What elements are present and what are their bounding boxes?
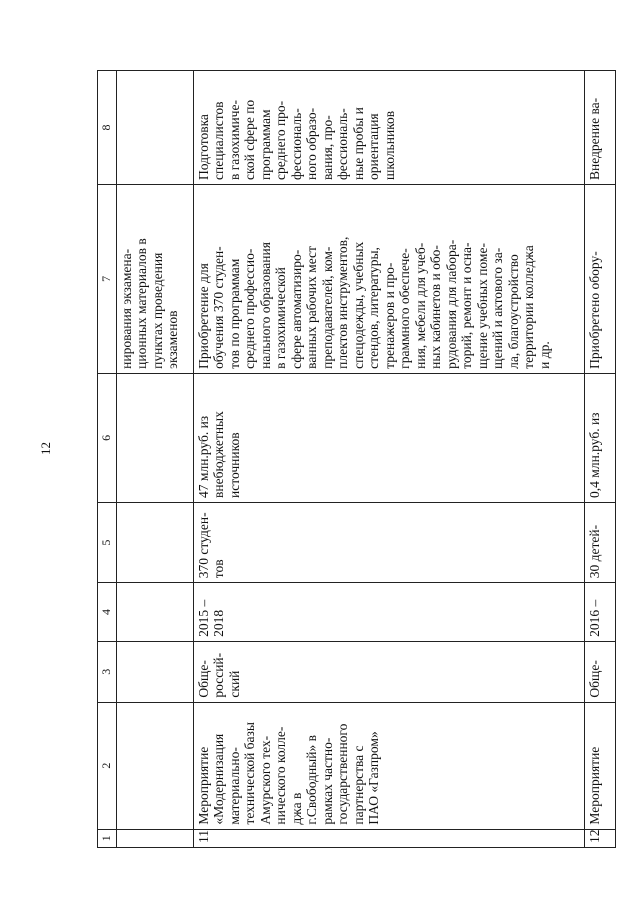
table-cell: [116, 829, 193, 847]
table-row: [116, 71, 193, 848]
table-cell: [116, 583, 193, 642]
result-cell: Подготовка специалистов в газохимиче- ской сфере по программам среднего про- фессиональ- ного образо- вания, про- фессиональ- ные пробы и ориентация школьников: [193, 71, 584, 185]
table-cell: [116, 641, 193, 702]
column-number: 1: [98, 829, 117, 847]
funding-cell: 47 млн.руб. из внебюджетных источников: [193, 373, 584, 502]
row-number-cell: 12: [584, 829, 615, 847]
table-cell: [116, 71, 193, 185]
table-header-row: [98, 71, 117, 848]
funding-cell: 0,4 млн.руб. из: [584, 373, 615, 502]
table-cell: нирования экзамена- ционных материалов в пунктах проведения экзаменов: [116, 185, 193, 374]
period-cell: 2015 – 2018: [193, 583, 584, 642]
table-row: [584, 71, 615, 848]
column-number: 6: [98, 373, 117, 502]
column-number: 2: [98, 702, 117, 829]
measure-name-cell: Мероприятие: [584, 702, 615, 829]
table-row: [193, 71, 584, 848]
table-cell: [116, 373, 193, 502]
column-number: 5: [98, 502, 117, 582]
row-number-cell: 11: [193, 829, 584, 847]
level-cell: Обще-: [584, 641, 615, 702]
column-number: 3: [98, 641, 117, 702]
column-number: 4: [98, 583, 117, 642]
table-cell: [116, 702, 193, 829]
page-number: 12: [38, 442, 53, 455]
result-cell: Внедрение ва-: [584, 71, 615, 185]
participants-cell: 30 детей-: [584, 502, 615, 582]
column-number: 7: [98, 185, 117, 374]
content-cell: Приобретение для обучения 370 студен- тов по программам среднего профессио- нального образования в газохимической сфере автоматизиро- ванных рабочих мест преподавателей, ком- плектов инструментов, спецодежды, учебных стендов, литературы, тренажеров и про- граммного обеспече- ния, мебели для учеб- ных кабинетов и обо- рудования для лабора- торий, ремонт и осна- щение учебных поме- щений и актового за- ла, благоустройство территории колледжа и др.: [193, 185, 584, 374]
participants-cell: 370 студен- тов: [193, 502, 584, 582]
table-cell: [116, 502, 193, 582]
content-cell: Приобретено обору-: [584, 185, 615, 374]
period-cell: 2016 –: [584, 583, 615, 642]
measures-table: [97, 70, 605, 848]
level-cell: Обще- россий- ский: [193, 641, 584, 702]
column-number: 8: [98, 71, 117, 185]
measure-name-cell: Мероприятие «Модернизация материально- технической базы Амурского тех- нического колле- джа в г.Свободный» в рамках частно- государственного партнерства с ПАО «Газпром»: [193, 702, 584, 829]
